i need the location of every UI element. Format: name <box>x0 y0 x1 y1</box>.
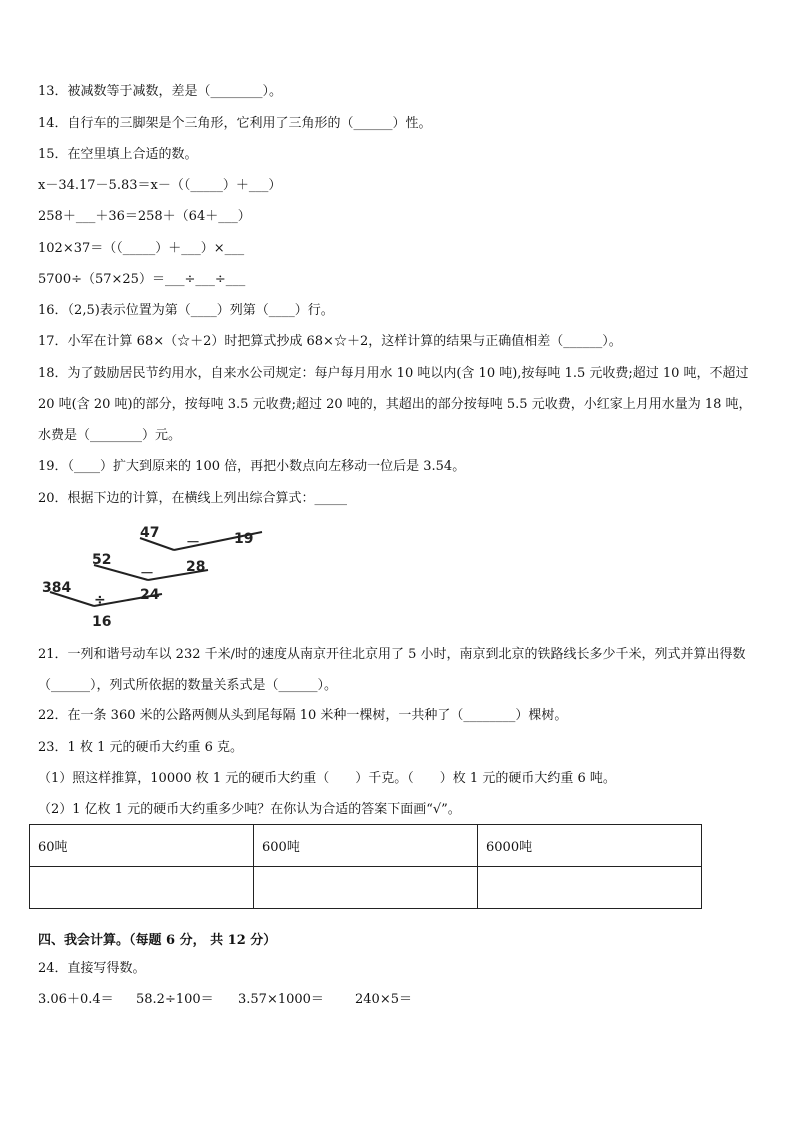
question-23-part-1: （1）照这样推算，10000 枚 1 元的硬币大约重（ ）千克。（ ）枚 1 元的硬币大约重 6 吨。 <box>38 771 616 786</box>
table-cell-600: 600吨 <box>254 825 478 867</box>
calc-item: 58.2÷100＝ <box>136 992 214 1007</box>
question-13: 13．被减数等于减数，差是（________）。 <box>38 84 283 99</box>
divide-operator: ÷ <box>94 592 106 608</box>
answer-table <box>29 824 702 909</box>
number-384: 384 <box>42 580 72 596</box>
question-20: 20．根据下边的计算，在横线上列出综合算式：_____ <box>38 491 348 506</box>
question-15-line-1: x－34.17－5.83＝x－（（_____）＋___） <box>38 178 282 193</box>
table-row <box>30 867 702 909</box>
table-cell-60: 60吨 <box>30 825 254 867</box>
number-47: 47 <box>140 525 160 541</box>
question-15-line-4: 5700÷（57×25）＝___÷___÷___ <box>38 272 246 287</box>
number-19: 19 <box>234 531 254 547</box>
answer-cell[interactable] <box>478 867 702 909</box>
question-15-line-2: 258＋___＋36＝258＋（64＋___） <box>38 209 251 224</box>
question-17: 17．小军在计算 68×（☆＋2）时把算式抄成 68×☆＋2，这样计算的结果与正确值相差（______）。 <box>38 334 622 349</box>
result-28: 28 <box>186 559 206 575</box>
table-row <box>30 825 702 867</box>
question-15-line-3: 102×37＝（（_____）＋___）×___ <box>38 241 245 256</box>
question-14: 14．自行车的三脚架是个三角形，它利用了三角形的（______）性。 <box>38 116 432 131</box>
question-23: 23．1 枚 1 元的硬币大约重 6 克。 <box>38 740 244 755</box>
question-24: 24．直接写得数。 <box>38 961 146 976</box>
question-22: 22．在一条 360 米的公路两侧从头到尾每隔 10 米种一棵树，一共种了（________）棵树。 <box>38 708 568 723</box>
question-18: 18．为了鼓励居民节约用水，自来水公司规定：每户每月用水 10 吨以内(含 10 吨),按每吨 1.5 元收费;超过 10 吨，不超过 20 吨(含 20 吨)的部分，按每吨 3.5 元收费;超过 20 吨的，其超出的部分按每吨 5.5 元收费，小红家上月用水量为 18 吨，水费是（________）元。 <box>38 366 752 443</box>
answer-cell[interactable] <box>254 867 478 909</box>
calc-item: 3.57×1000＝ <box>238 992 324 1007</box>
section-four-title: 四、我会计算。（每题 6 分， 共 12 分） <box>38 933 277 948</box>
result-24: 24 <box>140 587 160 603</box>
table-cell-6000: 6000吨 <box>478 825 702 867</box>
question-19: 19．（____）扩大到原来的 100 倍，再把小数点向左移动一位后是 3.54。 <box>38 459 466 474</box>
calc-item: 3.06＋0.4＝ <box>38 992 114 1007</box>
answer-cell[interactable] <box>30 867 254 909</box>
result-16: 16 <box>92 614 112 630</box>
question-21: 21．一列和谐号动车以 232 千米/时的速度从南京开往北京用了 5 小时，南京到北京的铁路线长多少千米，列式并算出得数（______），列式所依据的数量关系式是（______）。 <box>38 647 746 693</box>
question-16: 16．（2,5)表示位置为第（____）列第（____）行。 <box>38 303 334 318</box>
minus-operator: － <box>186 535 200 551</box>
minus-operator: － <box>140 566 154 582</box>
number-52: 52 <box>92 552 112 568</box>
calc-item: 240×5＝ <box>355 992 412 1007</box>
question-23-part-2: （2）1 亿枚 1 元的硬币大约重多少吨？在你认为合适的答案下面画“√”。 <box>38 802 461 817</box>
calculation-tree-diagram <box>36 518 286 630</box>
question-15: 15．在空里填上合适的数。 <box>38 147 198 162</box>
